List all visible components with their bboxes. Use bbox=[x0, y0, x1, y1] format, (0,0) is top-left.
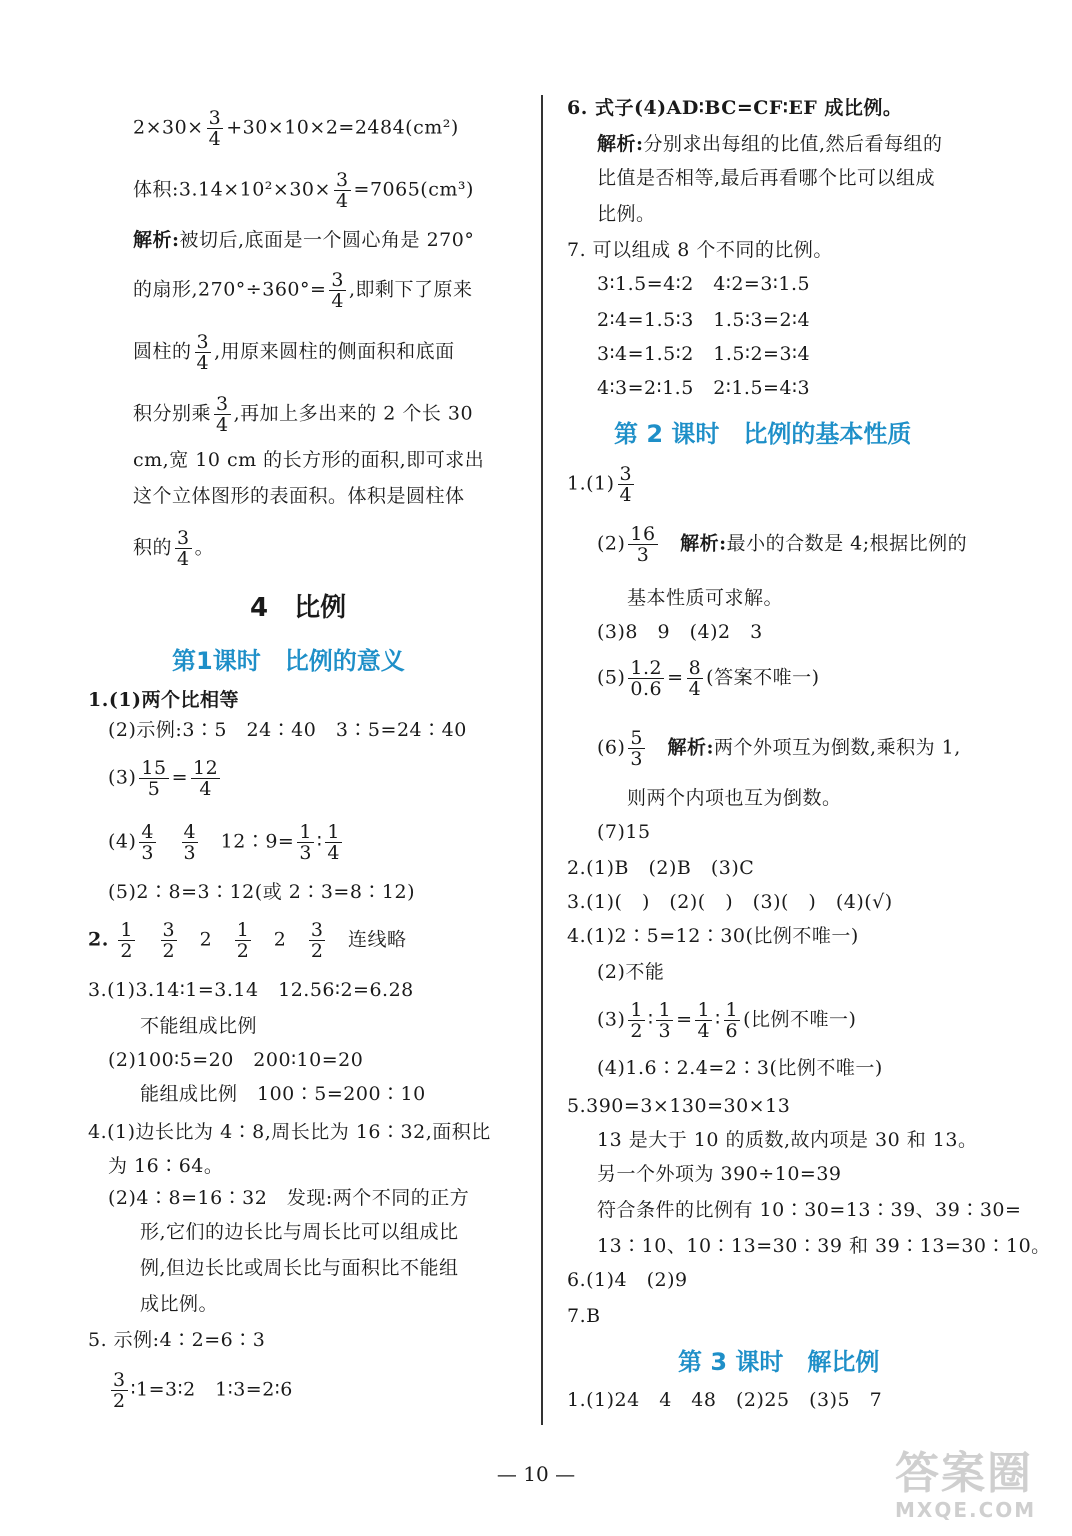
r6: 6. 式子(4)AD∶BC=CF∶EF 成比例。 bbox=[567, 97, 903, 119]
q4-1: 4.(1)边长比为 4∶8,周长比为 16∶32,面积比 bbox=[88, 1121, 491, 1143]
q3-2: 不能组成比例 bbox=[140, 1015, 258, 1037]
s4-3: (3) $\frac{1}{2}$ ∶ $\frac{1}{3}$ = $\frac{1}{4}$ ∶ $\frac{1}{6}$ (比例不唯一) bbox=[597, 999, 857, 1042]
r7-a: 3∶1.5=4∶2 4∶2=3∶1.5 bbox=[597, 273, 811, 295]
left-line-1: 2×30× $\frac{3}{4}$ +30×10×2=2484(cm²) bbox=[133, 107, 459, 150]
q1-4: (4) $\frac{4}{3}$ $\frac{4}{3}$ 12∶9= $\frac{1}{3}$ ∶ $\frac{1}{4}$ bbox=[108, 821, 340, 864]
s1-5: (5) $\frac{1.2}{0.6}$ = $\frac{8}{4}$ (答案不唯一) bbox=[597, 657, 820, 700]
s4-1: 4.(1)2∶5=12∶30(比例不唯一) bbox=[567, 925, 859, 947]
r7-d: 4∶3=2∶1.5 2∶1.5=4∶3 bbox=[597, 377, 811, 399]
s5-3: 另一个外项为 390÷10=39 bbox=[597, 1163, 842, 1185]
r7-c: 3∶4=1.5∶2 1.5∶2=3∶4 bbox=[597, 343, 811, 365]
lesson-3-title: 第 3 课时 解比例 bbox=[678, 1348, 880, 1376]
lesson-1-title: 第1课时 比例的意义 bbox=[172, 647, 405, 675]
s3: 3.(1)( ) (2)( ) (3)( ) (4)(√) bbox=[567, 891, 893, 913]
left-line-7: cm,宽 10 cm 的长方形的面积,即可求出 bbox=[133, 449, 485, 471]
s5-4: 符合条件的比例有 10∶30=13∶39、39∶30= bbox=[597, 1199, 1022, 1221]
s7: 7.B bbox=[567, 1305, 601, 1327]
q3-4: 能组成比例 100∶5=200∶10 bbox=[140, 1083, 426, 1105]
left-line-6: 积分别乘 $\frac{3}{4}$ ,再加上多出来的 2 个长 30 bbox=[133, 393, 474, 436]
column-divider bbox=[541, 95, 543, 1425]
section-title: 4 比例 bbox=[250, 593, 347, 623]
s4-2: (2)不能 bbox=[597, 961, 665, 983]
q1-1: 1.(1)两个比相等 bbox=[88, 689, 240, 711]
q1-3: (3) $\frac{15}{5}$ = $\frac{12}{4}$ bbox=[108, 757, 219, 800]
watermark-logo: 答案圈 MXQE.COM bbox=[895, 1448, 1037, 1522]
q5-1: 5. 示例:4∶2=6∶3 bbox=[88, 1329, 266, 1351]
r7-b: 2∶4=1.5∶3 1.5∶3=2∶4 bbox=[597, 309, 811, 331]
s1-6c: 则两个内项也互为倒数。 bbox=[627, 787, 842, 809]
q4-6: 成比例。 bbox=[140, 1293, 219, 1315]
s1-6: (6) $\frac{5}{3}$ 解析:两个外项互为倒数,乘积为 1, bbox=[597, 727, 961, 770]
s1-2: (2) $\frac{16}{3}$ 解析:最小的合数是 4;根据比例的 bbox=[597, 523, 968, 566]
r6-line-c: 比例。 bbox=[597, 203, 656, 225]
left-line-5: 圆柱的 $\frac{3}{4}$ ,用原来圆柱的侧面积和底面 bbox=[133, 331, 455, 374]
q2: 2. $\frac{1}{2}$ $\frac{3}{2}$ 2 $\frac{1}{2}$ 2 $\frac{3}{2}$ 连线略 bbox=[88, 919, 407, 962]
s6: 6.(1)4 (2)9 bbox=[567, 1269, 688, 1291]
q4-5: 例,但边长比或周长比与面积比不能组 bbox=[140, 1257, 459, 1279]
fraction: $\frac{3}{4}$ bbox=[208, 107, 222, 150]
q4-3: (2)4∶8=16∶32 发现:两个不同的正方 bbox=[108, 1187, 470, 1209]
left-line-2: 体积:3.14×10²×30× $\frac{3}{4}$ =7065(cm³) bbox=[133, 169, 474, 212]
q5-2: $\frac{3}{2}$ ∶1=3∶2 1∶3=2∶6 bbox=[113, 1369, 293, 1412]
s1-7: (7)15 bbox=[597, 821, 651, 843]
r6-analysis: 解析:分别求出每组的比值,然后看每组的 bbox=[597, 133, 943, 155]
t1: 1.(1)24 4 48 (2)25 (3)5 7 bbox=[567, 1389, 883, 1411]
q1-5: (5)2∶8=3∶12(或 2∶3=8∶12) bbox=[108, 881, 416, 903]
s1-2c: 基本性质可求解。 bbox=[627, 587, 784, 609]
left-line-9: 积的 $\frac{3}{4}$ 。 bbox=[133, 527, 215, 570]
s2: 2.(1)B (2)B (3)C bbox=[567, 857, 755, 879]
q3-1: 3.(1)3.14∶1=3.14 12.56∶2=6.28 bbox=[88, 979, 414, 1001]
left-line-3: 解析:被切后,底面是一个圆心角是 270° bbox=[133, 229, 475, 251]
r7: 7. 可以组成 8 个不同的比例。 bbox=[567, 239, 833, 261]
left-line-4: 的扇形,270°÷360°= $\frac{3}{4}$ ,即剩下了原来 bbox=[133, 269, 473, 312]
q1-2: (2)示例:3∶5 24∶40 3∶5=24∶40 bbox=[108, 719, 467, 741]
s1-1: 1.(1) $\frac{3}{4}$ bbox=[567, 463, 633, 506]
page-number: — 10 — bbox=[496, 1462, 576, 1486]
s5-1: 5.390=3×130=30×13 bbox=[567, 1095, 791, 1117]
lesson-2-title: 第 2 课时 比例的基本性质 bbox=[614, 420, 912, 448]
s4-4: (4)1.6∶2.4=2∶3(比例不唯一) bbox=[597, 1057, 883, 1079]
s5-2: 13 是大于 10 的质数,故内项是 30 和 13。 bbox=[597, 1129, 978, 1151]
r6-line-b: 比值是否相等,最后再看哪个比可以组成 bbox=[597, 167, 936, 189]
q4-2: 为 16∶64。 bbox=[108, 1155, 224, 1177]
s5-5: 13∶10、10∶13=30∶39 和 39∶13=30∶10。 bbox=[597, 1235, 1051, 1257]
q3-3: (2)100∶5=20 200∶10=20 bbox=[108, 1049, 364, 1071]
q4-4: 形,它们的边长比与周长比可以组成比 bbox=[140, 1221, 459, 1243]
left-line-8: 这个立体图形的表面积。体积是圆柱体 bbox=[133, 485, 465, 507]
s1-3: (3)8 9 (4)2 3 bbox=[597, 621, 763, 643]
